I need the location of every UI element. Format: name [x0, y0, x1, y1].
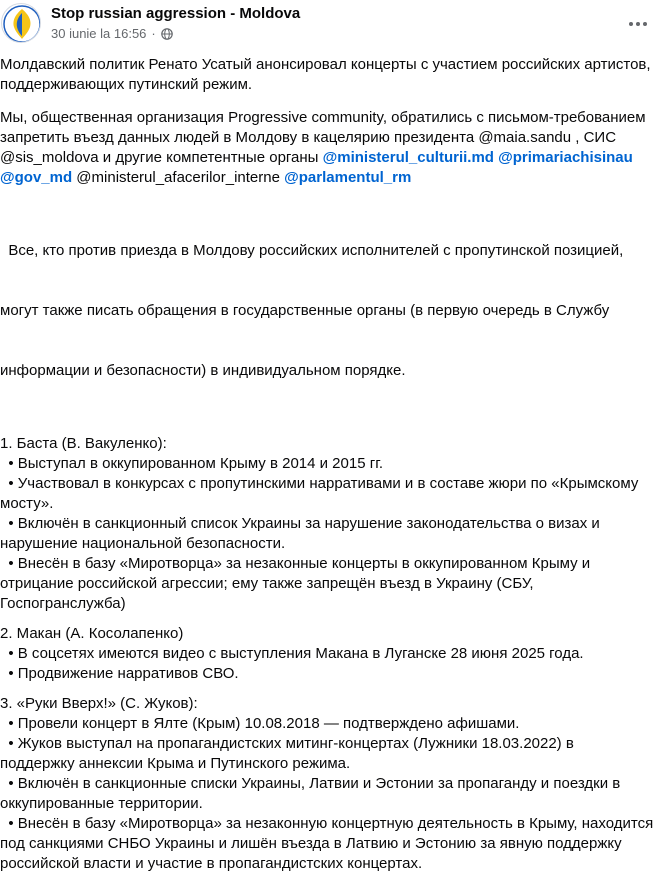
list-item-continuation: оккупированные территории. [0, 795, 203, 812]
section-heading: 1. Баста (В. Вакуленко): [0, 435, 167, 452]
paragraph-call-to-action [0, 201, 661, 421]
list-item-continuation: мосту». [0, 495, 54, 512]
globe-icon [161, 28, 173, 40]
list-item: • Участвовал в конкурсах с пропутинскими нарративами и в составе жюри по «Крымскому [0, 475, 639, 492]
list-item-continuation: российской власти и участие в пропагандистских концертах. [0, 855, 423, 872]
paragraph-intro [0, 55, 661, 95]
list-item: • Внесён в базу «Миротворца» за незаконную концертную деятельность в Крыму, находится [0, 815, 654, 832]
text-line: Все, кто против приезда в Молдову российских исполнителей с пропутинской позицией, [0, 242, 624, 259]
section-heading: 3. «Руки Вверх!» (С. Жуков): [0, 695, 198, 712]
more-options-button[interactable] [624, 10, 652, 38]
text-line: Молдавский политик Ренато Усатый анонсировал концерты с участием российских артистов, [0, 56, 651, 73]
more-options-icon [628, 21, 648, 27]
list-item: • В соцсетях имеются видео с выступления Макана в Луганске 28 июня 2025 года. [0, 645, 584, 662]
list-item: • Жуков выступал на пропагандистских митинг-концертах (Лужники 18.03.2022) в [0, 735, 574, 752]
post-date[interactable]: 30 iunie la 16:56 [51, 26, 147, 41]
mention-parlamentul-rm[interactable]: @parlamentul_rm [284, 169, 412, 186]
post-header [0, 0, 661, 50]
mention-primariachisinau[interactable]: @primariachisinau [498, 149, 633, 166]
list-item-continuation: нарушение национальной безопасности. [0, 535, 286, 552]
list-item: • Включён в санкционные списки Украины, Латвии и Эстонии за пропаганду и поездки в [0, 775, 621, 792]
text-line [0, 148, 661, 168]
section-heading: 2. Макан (А. Косолапенко) [0, 625, 184, 642]
list-item: • Включён в санкционный список Украины за нарушение законодательства о визах и [0, 515, 600, 532]
post-body [0, 55, 661, 884]
list-item-continuation: Госпогранслужба) [0, 595, 126, 612]
section-makan [0, 624, 661, 684]
page-avatar[interactable] [1, 3, 41, 43]
list-item: • Продвижение нарративов СВО. [0, 665, 239, 682]
list-item-continuation: отрицание российской агрессии; ему также запрещён въезд в Украину (СБУ, [0, 575, 534, 592]
meta-separator: · [151, 26, 156, 41]
avatar-logo-icon [2, 4, 41, 43]
text-line: информации и безопасности) в индивидуальном порядке. [0, 362, 406, 379]
text-line: Мы, общественная организация Progressive community, обратились с письмом-требованием [0, 109, 646, 126]
list-item: • Внесён в базу «Миротворца» за незаконные концерты в оккупированном Крыму и [0, 555, 591, 572]
list-item-continuation: под санкциями СНБО Украины и лишён въезда в Латвию и Эстонию за явную поддержку [0, 835, 622, 852]
text-fragment: @ministerul_afacerilor_interne [72, 169, 285, 186]
text-line: поддерживающих путинский режим. [0, 76, 253, 93]
section-basta [0, 434, 661, 614]
text-fragment: @sis_moldova и другие компетентные органы [0, 149, 323, 166]
text-line: могут также писать обращения в государственные органы (в первую очередь в Службу [0, 302, 610, 319]
mention-gov-md[interactable]: @gov_md [0, 169, 73, 186]
section-ruki-vverh [0, 694, 661, 874]
text-line [0, 168, 661, 188]
list-item-continuation: поддержку аннексии Крыма и Путинского режима. [0, 755, 351, 772]
list-item: • Выступал в оккупированном Крыму в 2014 и 2015 гг. [0, 455, 383, 472]
page-name-link[interactable]: Stop russian aggression - Moldova [51, 5, 301, 22]
paragraph-appeal [0, 108, 661, 188]
list-item: • Провели концерт в Ялте (Крым) 10.08.2018 — подтверждено афишами. [0, 715, 520, 732]
text-line: запретить въезд данных людей в Молдову в кацелярию президента @maia.sandu , СИС [0, 129, 617, 146]
post-meta [51, 26, 173, 41]
mention-ministerul-culturii[interactable]: @ministerul_culturii.md [322, 149, 494, 166]
